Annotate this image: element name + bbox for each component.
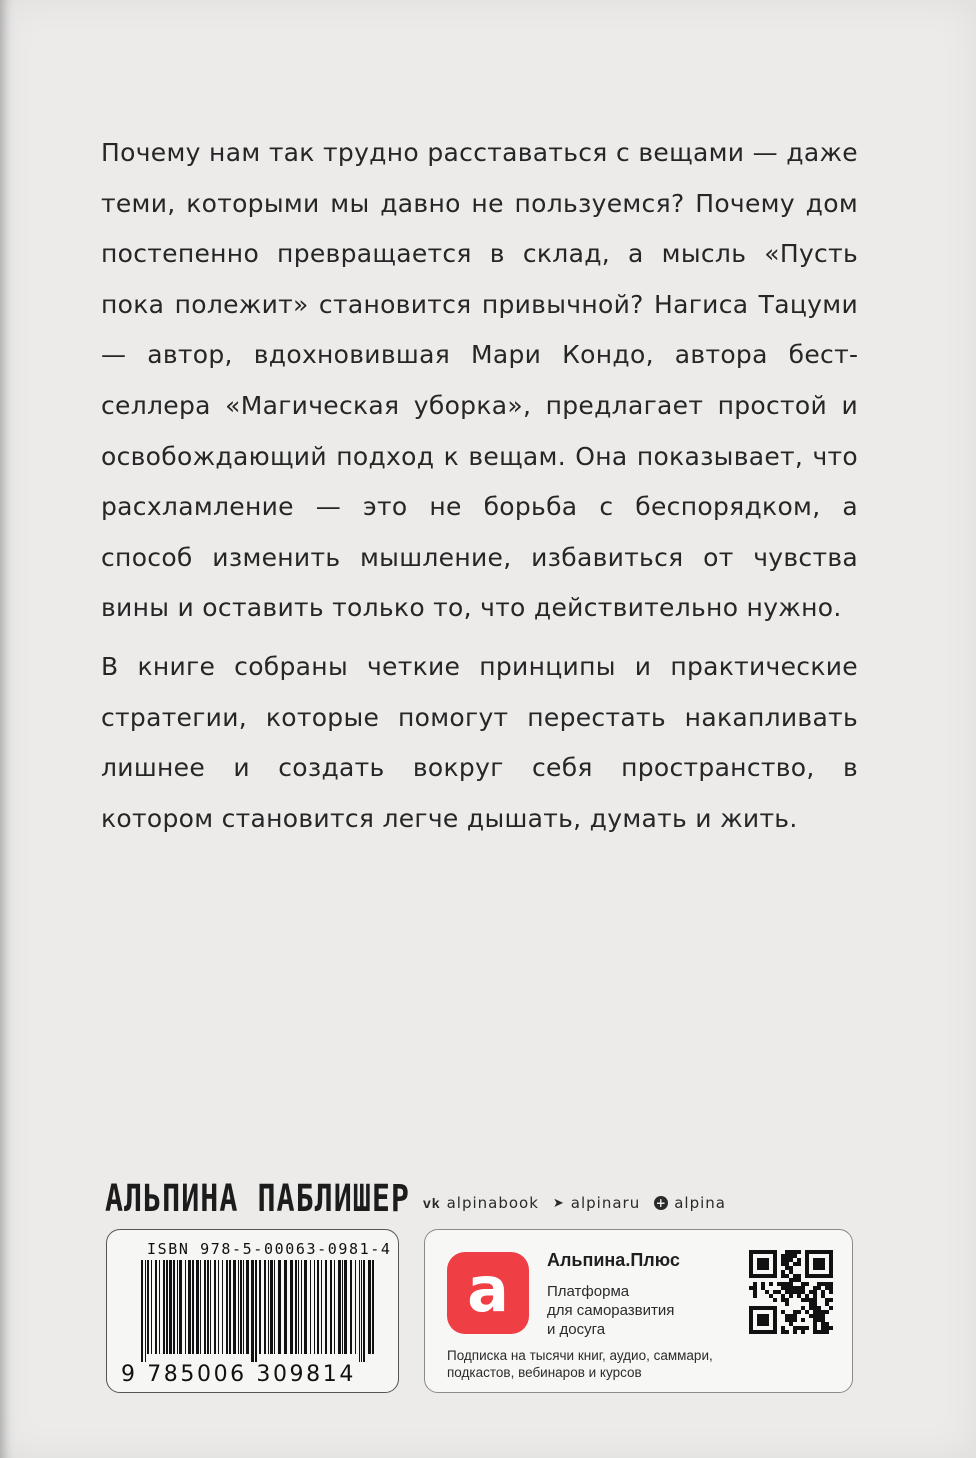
qr-module [789, 1322, 793, 1326]
qr-module [809, 1306, 813, 1310]
barcode-bar [240, 1260, 242, 1354]
barcode-bar [151, 1260, 152, 1354]
tagline-line: и досуга [547, 1321, 606, 1338]
qr-module [753, 1282, 757, 1286]
qr-module [813, 1306, 817, 1310]
qr-module [821, 1322, 825, 1326]
barcode-bar [222, 1260, 223, 1354]
qr-module [809, 1314, 813, 1318]
barcode-bar [342, 1260, 343, 1354]
qr-module [781, 1326, 785, 1330]
tagline-line: для саморазвития [547, 1302, 675, 1319]
qr-module [797, 1326, 801, 1330]
qr-module [813, 1298, 817, 1302]
qr-finder [813, 1258, 825, 1270]
barcode-bar [359, 1260, 360, 1362]
barcode-bar [207, 1260, 209, 1354]
alpina-plus-tagline [547, 1282, 727, 1339]
qr-module [797, 1310, 801, 1314]
barcode-bar [270, 1260, 273, 1354]
barcode-bar [350, 1260, 352, 1354]
barcode-bar [233, 1260, 236, 1354]
social-alpina[interactable] [654, 1194, 726, 1212]
qr-module [805, 1298, 809, 1302]
qr-module [813, 1310, 817, 1314]
qr-module [769, 1282, 773, 1286]
qr-module [785, 1290, 789, 1294]
qr-module [825, 1298, 829, 1302]
qr-module [773, 1290, 777, 1294]
qr-module [781, 1258, 785, 1262]
qr-module [805, 1310, 809, 1314]
barcode-bar [218, 1260, 219, 1354]
barcode-bar [251, 1260, 254, 1362]
qr-module [801, 1330, 805, 1334]
telegram-icon: ➤ [552, 1195, 565, 1211]
barcode-bar [229, 1260, 231, 1354]
qr-module [777, 1290, 781, 1294]
qr-module [817, 1318, 821, 1322]
barcode-bar [163, 1260, 165, 1354]
qr-module [813, 1326, 817, 1330]
qr-module [825, 1322, 829, 1326]
barcode-bar [310, 1260, 311, 1354]
qr-module [789, 1278, 793, 1282]
barcode-bar [204, 1260, 206, 1354]
alpina-plus-promo[interactable] [424, 1229, 853, 1393]
qr-module [789, 1250, 793, 1254]
qr-finder [757, 1314, 769, 1326]
subscription-line: Подписка на тысячи книг, аудио, саммари, [447, 1348, 713, 1363]
barcode-bar [226, 1260, 228, 1354]
barcode-bar [196, 1260, 199, 1354]
qr-module [781, 1254, 785, 1258]
qr-module [821, 1282, 825, 1286]
barcode-bar [363, 1260, 365, 1362]
barcode-bar [314, 1260, 315, 1354]
qr-module [753, 1294, 757, 1298]
barcode-bar [284, 1260, 287, 1354]
qr-module [805, 1294, 809, 1298]
qr-module [785, 1314, 789, 1318]
qr-module [793, 1262, 797, 1266]
qr-module [813, 1294, 817, 1298]
qr-module [789, 1266, 793, 1270]
qr-module [801, 1326, 805, 1330]
social-telegram[interactable] [553, 1194, 640, 1212]
barcode-bar [192, 1260, 194, 1354]
barcode-bar [238, 1260, 239, 1354]
qr-module [829, 1282, 833, 1286]
barcode-bar [330, 1260, 332, 1354]
qr-module [809, 1290, 813, 1294]
isbn-number: ISBN 978-5-00063-0981-4 [147, 1240, 392, 1258]
barcode-bar [179, 1260, 182, 1354]
qr-module [753, 1286, 757, 1290]
barcode-bar [301, 1260, 302, 1354]
barcode-bar [298, 1260, 299, 1354]
qr-module [785, 1318, 789, 1322]
barcode-bar [210, 1260, 211, 1354]
qr-module [813, 1330, 817, 1334]
qr-module [761, 1282, 765, 1286]
qr-module [781, 1270, 785, 1274]
qr-module [829, 1298, 833, 1302]
barcode-bar [325, 1260, 327, 1354]
tagline-line: Платформа [547, 1283, 630, 1300]
publisher-logo: АЛЬПИНА ПАБЛИШЕР [105, 1177, 410, 1221]
barcode-bar [344, 1260, 347, 1354]
qr-module [801, 1282, 805, 1286]
qr-module [797, 1274, 801, 1278]
qr-module [813, 1286, 817, 1290]
barcode-bar [141, 1260, 143, 1362]
qr-module [789, 1294, 793, 1298]
description-paragraph-2: В книге собраны четкие принципы и практические стратегии, которые помогут перестать накапливать лишнее и создать вокруг себя пространство, в котором становится легче дышать, думать и жить. [101, 651, 858, 833]
qr-module [793, 1290, 797, 1294]
qr-module [829, 1290, 833, 1294]
qr-module [817, 1310, 821, 1314]
qr-module [793, 1310, 797, 1314]
barcode-bar [334, 1260, 335, 1354]
plus-circle-icon: + [655, 1196, 667, 1210]
qr-module [809, 1302, 813, 1306]
barcode-digits: 9 785006 309814 [121, 1362, 356, 1387]
qr-module [825, 1330, 829, 1334]
isbn-barcode-box [106, 1229, 399, 1393]
qr-module [821, 1330, 825, 1334]
barcode-bar [214, 1260, 216, 1354]
barcode-bar [173, 1260, 175, 1354]
qr-module [829, 1326, 833, 1330]
qr-module [817, 1314, 821, 1318]
qr-module [781, 1282, 785, 1286]
qr-module [781, 1274, 785, 1278]
qr-module [797, 1278, 801, 1282]
qr-module [829, 1286, 833, 1290]
qr-module [785, 1274, 789, 1278]
qr-module [813, 1314, 817, 1318]
qr-module [813, 1302, 817, 1306]
qr-module [817, 1282, 821, 1286]
vk-icon: vk [423, 1195, 441, 1211]
qr-module [813, 1290, 817, 1294]
qr-module [789, 1290, 793, 1294]
qr-module [789, 1286, 793, 1290]
qr-module [793, 1330, 797, 1334]
barcode-bar [155, 1260, 157, 1354]
barcode-bar [177, 1260, 178, 1354]
qr-module [793, 1250, 797, 1254]
qr-module [793, 1274, 797, 1278]
barcode-bar [259, 1260, 261, 1354]
social-links [423, 1192, 726, 1214]
qr-module [829, 1306, 833, 1310]
social-handle: alpina [674, 1194, 726, 1212]
qr-module [793, 1278, 797, 1282]
qr-module [765, 1290, 769, 1294]
qr-module [789, 1254, 793, 1258]
qr-module [785, 1282, 789, 1286]
qr-module [813, 1318, 817, 1322]
qr-module [821, 1310, 825, 1314]
description-paragraph-1: Почему нам так трудно расставаться с вещами — даже теми, которыми мы давно не пользуемся? Почему дом постепенно превращается в склад, а мысль «Пусть пока полежит» становится привычной? Нагиса Тацуми — автор, вдохновившая Мари Кондо, автора бестселлера «Магическая уборка», предлагает простой и освобождающий подход к вещам. Она показывает, что расхламление — это не борьба с беспорядком, а способ изменить мышление, избавиться от чувства вины и оставить только то, что действительно нужно. [101, 138, 858, 623]
qr-module [797, 1262, 801, 1266]
qr-module [793, 1314, 797, 1318]
barcode-bar [188, 1260, 191, 1354]
qr-module [817, 1306, 821, 1310]
qr-module [805, 1282, 809, 1286]
book-description [101, 128, 858, 844]
qr-module [785, 1298, 789, 1302]
qr-module [825, 1302, 829, 1306]
qr-module [801, 1286, 805, 1290]
barcode-bar [304, 1260, 307, 1354]
barcode-bar [169, 1260, 172, 1354]
barcode-bar [278, 1260, 281, 1354]
barcode-bar [321, 1260, 322, 1354]
barcode-bar [372, 1260, 374, 1354]
qr-module [789, 1314, 793, 1318]
qr-module [781, 1286, 785, 1290]
barcode-bar [295, 1260, 297, 1354]
qr-module [821, 1314, 825, 1318]
qr-module [801, 1298, 805, 1302]
qr-module [781, 1298, 785, 1302]
social-handle: alpinabook [446, 1194, 539, 1212]
qr-module [785, 1266, 789, 1270]
barcode-bar [317, 1260, 319, 1354]
barcode-bar [200, 1260, 201, 1354]
qr-module [789, 1258, 793, 1262]
qr-module [789, 1318, 793, 1322]
qr-module [825, 1326, 829, 1330]
qr-module [817, 1330, 821, 1334]
barcode-bar [268, 1260, 269, 1354]
qr-module [785, 1250, 789, 1254]
qr-module [825, 1310, 829, 1314]
qr-module [781, 1262, 785, 1266]
qr-module [809, 1298, 813, 1302]
qr-module [801, 1290, 805, 1294]
qr-module [793, 1318, 797, 1322]
qr-module [781, 1310, 785, 1314]
barcode-bar [290, 1260, 293, 1354]
qr-module [821, 1294, 825, 1298]
qr-module [813, 1322, 817, 1326]
qr-module [797, 1286, 801, 1290]
subscription-line: подкастов, вебинаров и курсов [447, 1365, 642, 1380]
qr-code[interactable] [749, 1250, 833, 1334]
barcode-bar [274, 1260, 275, 1354]
qr-module [821, 1326, 825, 1330]
barcode-bar [159, 1260, 160, 1354]
qr-module [785, 1330, 789, 1334]
qr-module [785, 1258, 789, 1262]
barcode-bar [338, 1260, 341, 1354]
alpina-plus-name: Альпина.Плюс [547, 1250, 680, 1270]
qr-module [793, 1286, 797, 1290]
qr-module [805, 1326, 809, 1330]
barcode-bar [246, 1260, 249, 1354]
qr-module [785, 1286, 789, 1290]
social-vk[interactable] [423, 1194, 539, 1212]
qr-module [773, 1298, 777, 1302]
qr-module [785, 1254, 789, 1258]
barcode-bar [243, 1260, 244, 1354]
qr-module [793, 1326, 797, 1330]
qr-module [789, 1270, 793, 1274]
qr-module [789, 1282, 793, 1286]
alpina-plus-logo: a [447, 1252, 529, 1334]
barcode-bar [147, 1260, 149, 1354]
qr-module [781, 1294, 785, 1298]
qr-module [797, 1294, 801, 1298]
qr-module [753, 1290, 757, 1294]
barcode-bar [166, 1260, 168, 1354]
qr-module [769, 1294, 773, 1298]
qr-module [761, 1286, 765, 1290]
qr-module [801, 1306, 805, 1310]
qr-module [825, 1286, 829, 1290]
barcode-image [121, 1260, 383, 1362]
barcode-bar [255, 1260, 257, 1362]
barcode-bar [145, 1260, 146, 1362]
qr-module [825, 1282, 829, 1286]
qr-module [821, 1318, 825, 1322]
qr-module [777, 1282, 781, 1286]
barcode-bar [368, 1260, 371, 1354]
qr-module [749, 1286, 753, 1290]
qr-module [785, 1262, 789, 1266]
qr-module [797, 1290, 801, 1294]
barcode-bar [361, 1260, 362, 1362]
social-handle: alpinaru [570, 1194, 641, 1212]
qr-module [821, 1290, 825, 1294]
qr-module [793, 1254, 797, 1258]
qr-finder [757, 1258, 769, 1270]
qr-module [801, 1318, 805, 1322]
subscription-note [447, 1347, 842, 1381]
qr-module [797, 1258, 801, 1262]
qr-module [781, 1330, 785, 1334]
barcode-bar [355, 1260, 356, 1354]
qr-module [817, 1286, 821, 1290]
qr-module [797, 1250, 801, 1254]
barcode-bar [264, 1260, 266, 1354]
qr-module [785, 1302, 789, 1306]
barcode-bar [185, 1260, 186, 1354]
